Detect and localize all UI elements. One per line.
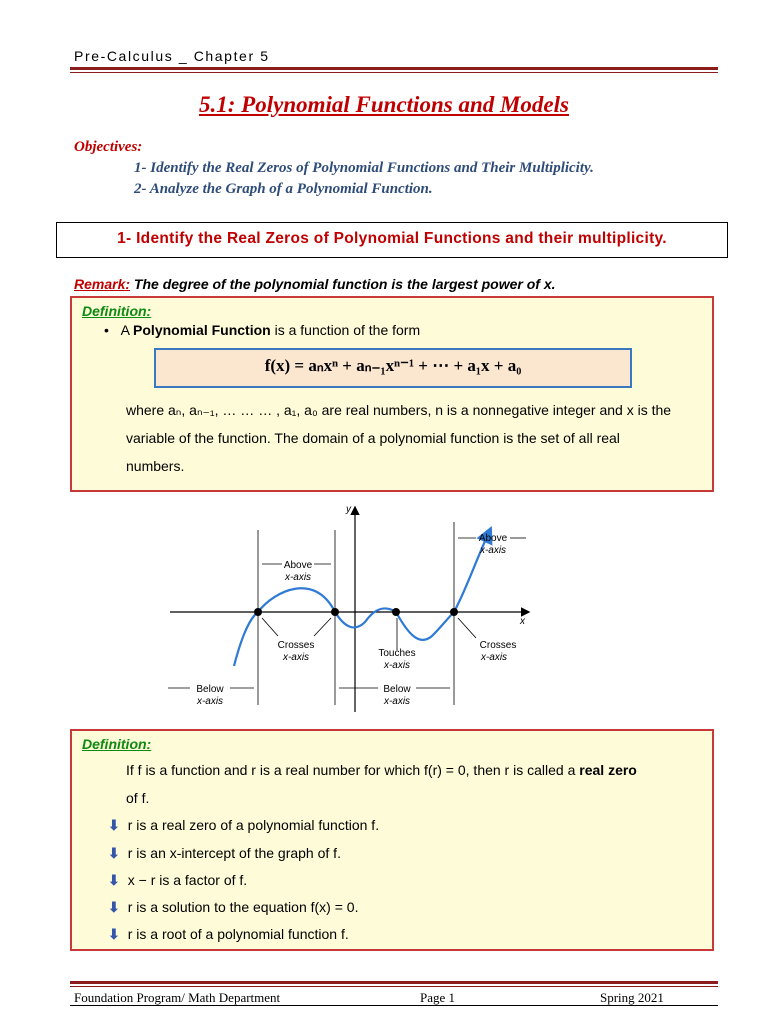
above2-label-b: x-axis (479, 545, 507, 556)
footer-underline (70, 1005, 718, 1006)
definition-label: Definition: (82, 303, 152, 319)
real-zero-bullet (108, 872, 247, 889)
footer-rule-thick (70, 981, 718, 984)
zero-point-3 (450, 608, 458, 616)
pointer-icon: ⬇ (108, 926, 120, 942)
real-zero-intro-line-1 (126, 762, 637, 778)
real-zero-bullet (108, 899, 358, 916)
definition-label-2: Definition: (82, 736, 152, 752)
zero-point-1 (254, 608, 262, 616)
intro-bold-term: real zero (579, 762, 637, 778)
above1-label-a: Above (283, 560, 313, 571)
footer-rule-thin (70, 986, 718, 987)
objectives-heading: Objectives: (74, 139, 143, 155)
crosses2-label-b: x-axis (480, 652, 508, 663)
definition-line-2: variable of the function. The domain of a polynomial function is the set of all real (126, 430, 620, 446)
crosses1-pointer (262, 618, 278, 636)
bullet-text: r is a root of a polynomial function f. (127, 926, 349, 942)
crosses2-label-a: Crosses (479, 640, 517, 651)
zero-point-touch (392, 608, 400, 616)
bullet-text: x − r is a factor of f. (127, 872, 248, 888)
bullet-text: r is a solution to the equation f(x) = 0. (127, 899, 359, 915)
pointer-icon: ⬇ (108, 817, 120, 833)
pointer-icon: ⬇ (108, 845, 120, 861)
above1-label-b: x-axis (284, 572, 312, 583)
crosses1-label-a: Crosses (277, 640, 315, 651)
polynomial-bullet (104, 322, 420, 338)
running-header: Pre-Calculus _ Chapter 5 (74, 48, 270, 64)
footer-department: Foundation Program/ Math Department (74, 990, 281, 1005)
page-title (0, 92, 768, 118)
page-title-text: 5.1: Polynomial Functions and Models (199, 92, 569, 117)
below1-label-b: x-axis (196, 696, 224, 707)
real-zero-bullet (108, 845, 341, 862)
bullet-text: r is an x-intercept of the graph of f. (127, 845, 341, 861)
real-zero-bullet (108, 926, 349, 943)
bullet-pre: A (120, 322, 134, 338)
touches-label-a: Touches (378, 648, 416, 659)
crosses1-pointer-2 (314, 618, 331, 636)
real-zero-intro-line-2: of f. (126, 790, 150, 806)
remark-label: Remark: (74, 276, 131, 292)
bullet-post: is a function of the form (270, 322, 421, 338)
y-axis-label: y (346, 504, 351, 515)
objective-item-2: 2- Analyze the Graph of a Polynomial Function. (134, 181, 433, 197)
touches-label-b: x-axis (383, 660, 411, 671)
remark (74, 276, 556, 292)
footer-page-number: Page 1 (420, 990, 456, 1005)
objective-item-1: 1- Identify the Real Zeros of Polynomial Functions and Their Multiplicity. (134, 160, 594, 176)
below1-label-a: Below (196, 684, 224, 695)
polynomial-formula: f(x) = aₙxⁿ + aₙ₋₁xⁿ⁻¹ + ⋯ + a₁x + a₀ (264, 356, 522, 375)
pointer-icon: ⬇ (108, 872, 120, 888)
remark-text: The degree of the polynomial function is the largest power of x. (133, 276, 556, 292)
bullet-text: r is a real zero of a polynomial function f. (127, 817, 380, 833)
definition-line-1: where aₙ, aₙ₋₁, … … … , a₁, a₀ are real numbers, n is a nonnegative integer and x is the (126, 402, 672, 418)
above2-label-a: Above (478, 533, 508, 544)
below2-label-b: x-axis (383, 696, 411, 707)
bullet-dot: • (104, 322, 109, 338)
real-zero-bullet (108, 817, 379, 834)
zero-point-2 (331, 608, 339, 616)
polynomial-graph-figure (150, 500, 550, 720)
bullet-bold-term: Polynomial Function (133, 322, 271, 338)
header-rule-thin (70, 72, 718, 73)
header-rule-thick (70, 67, 718, 70)
x-axis-label: x (520, 616, 525, 627)
footer-term: Spring 2021 (600, 990, 664, 1005)
crosses2-pointer (458, 618, 476, 638)
pointer-icon: ⬇ (108, 899, 120, 915)
definition-line-3: numbers. (126, 458, 185, 474)
section-heading: 1- Identify the Real Zeros of Polynomial Functions and their multiplicity. (117, 230, 667, 247)
below2-label-a: Below (383, 684, 411, 695)
intro-text: If f is a function and r is a real number for which f(r) = 0, then r is called a (126, 762, 576, 778)
crosses1-label-b: x-axis (282, 652, 310, 663)
polynomial-curve (234, 530, 490, 666)
